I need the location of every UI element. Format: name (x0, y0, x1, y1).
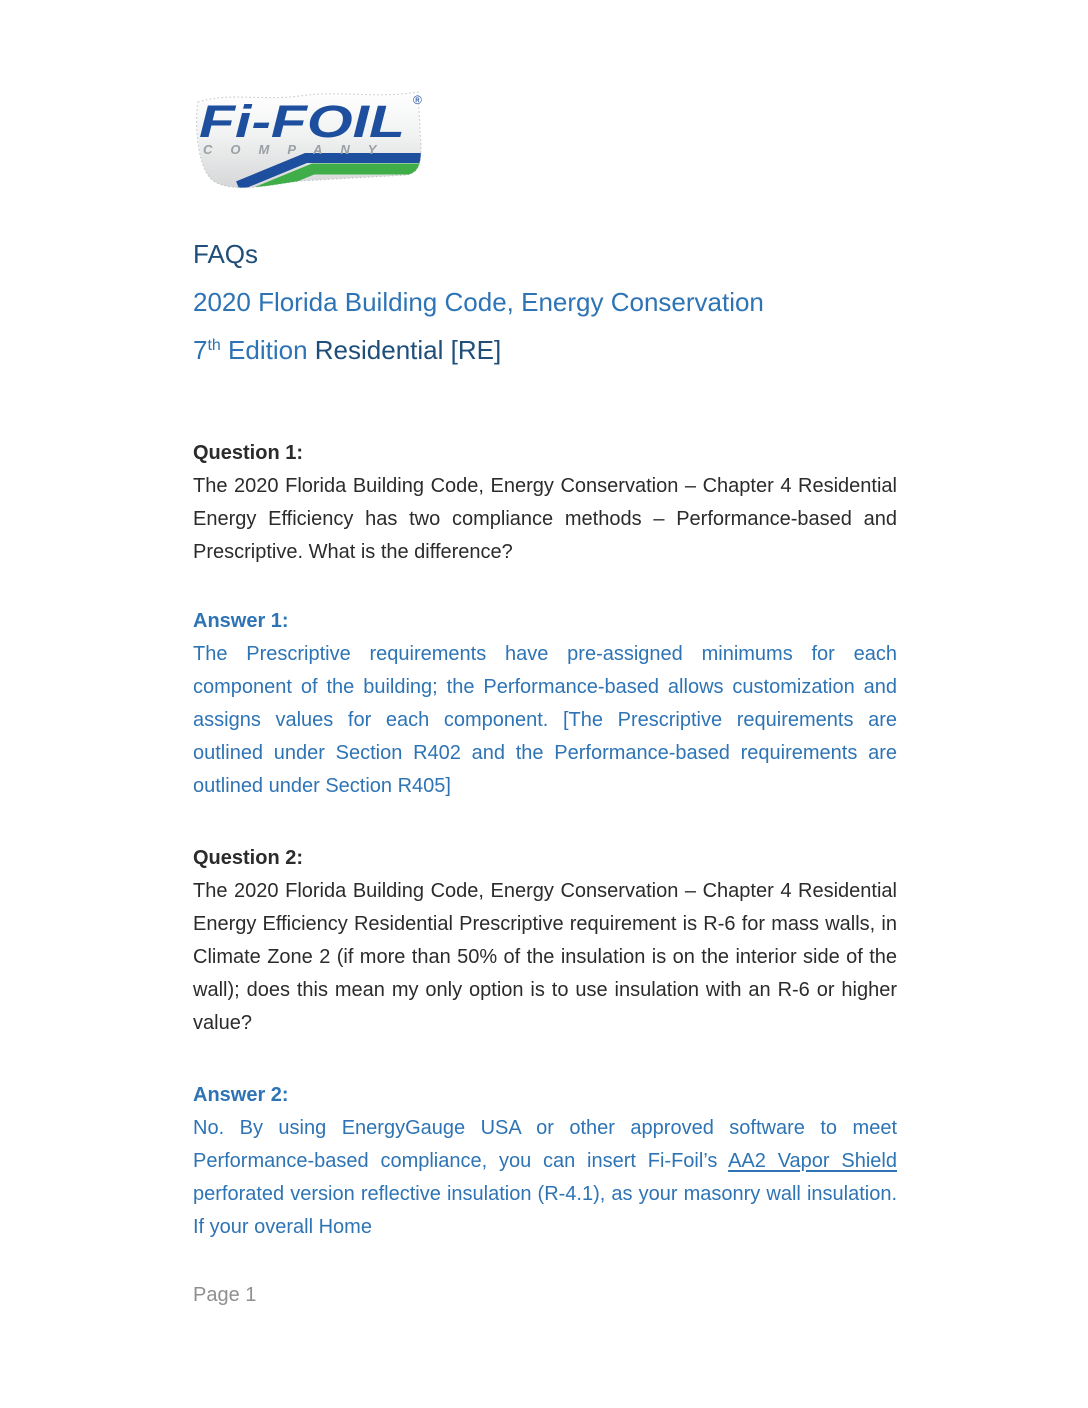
answer-1-heading: Answer 1: (193, 610, 289, 632)
page-number: Page 1 (193, 1284, 257, 1306)
question-1-heading: Question 1: (193, 442, 304, 464)
logo-company-text: COMPANY (203, 142, 395, 157)
question-2-block (193, 842, 897, 1040)
fifoil-logo-svg (185, 84, 430, 194)
title-block (193, 230, 897, 379)
answer-2-text-before-link: No. By using EnergyGauge USA or other approved software to meet Performance-based compliance, you can insert Fi-Foil’s (193, 1117, 897, 1172)
logo-brand-text: Fi-FOIL (199, 96, 405, 147)
answer-1-text: The Prescriptive requirements have pre-assigned minimums for each component of the building; the Performance-based allows customization and assigns values for each component. [The Prescriptive requirements are outlined under Section R402 and the Performance-based requirements are outlined under Section R405] (193, 643, 897, 797)
question-2-text: The 2020 Florida Building Code, Energy Conservation – Chapter 4 Residential Energy Efficiency Residential Prescriptive requirement is R-6 for mass walls, in Climate Zone 2 (if more than 50% of the insulation is on the interior side of the wall); does this mean my only option is to use insulation with an R-6 or higher value? (193, 880, 897, 1034)
edition-residential: Residential [RE] (307, 335, 502, 365)
answer-2-text (193, 1112, 897, 1244)
question-2-heading: Question 2: (193, 847, 304, 869)
aa2-vapor-shield-link[interactable]: AA2 Vapor Shield (728, 1150, 897, 1172)
doc-subtitle: 2020 Florida Building Code, Energy Conservation (193, 287, 764, 317)
answer-2-block (193, 1079, 897, 1244)
edition-word: Edition (220, 335, 308, 365)
logo-registered-icon: ® (413, 93, 422, 107)
answer-2-heading: Answer 2: (193, 1084, 289, 1106)
question-1-block (193, 437, 897, 569)
edition-line (193, 326, 897, 379)
edition-ordinal-suffix: th (207, 337, 221, 354)
answer-2-text-after-link: perforated version reflective insulation (R-4.1), as your masonry wall insulation. If your overall Home (193, 1183, 897, 1238)
faq-title: FAQs (193, 239, 259, 269)
answer-1-block (193, 605, 897, 803)
question-1-text: The 2020 Florida Building Code, Energy Conservation – Chapter 4 Residential Energy Efficiency has two compliance methods – Performance-based and Prescriptive. What is the difference? (193, 475, 897, 563)
company-logo (185, 84, 430, 194)
edition-number: 7 (193, 335, 208, 365)
